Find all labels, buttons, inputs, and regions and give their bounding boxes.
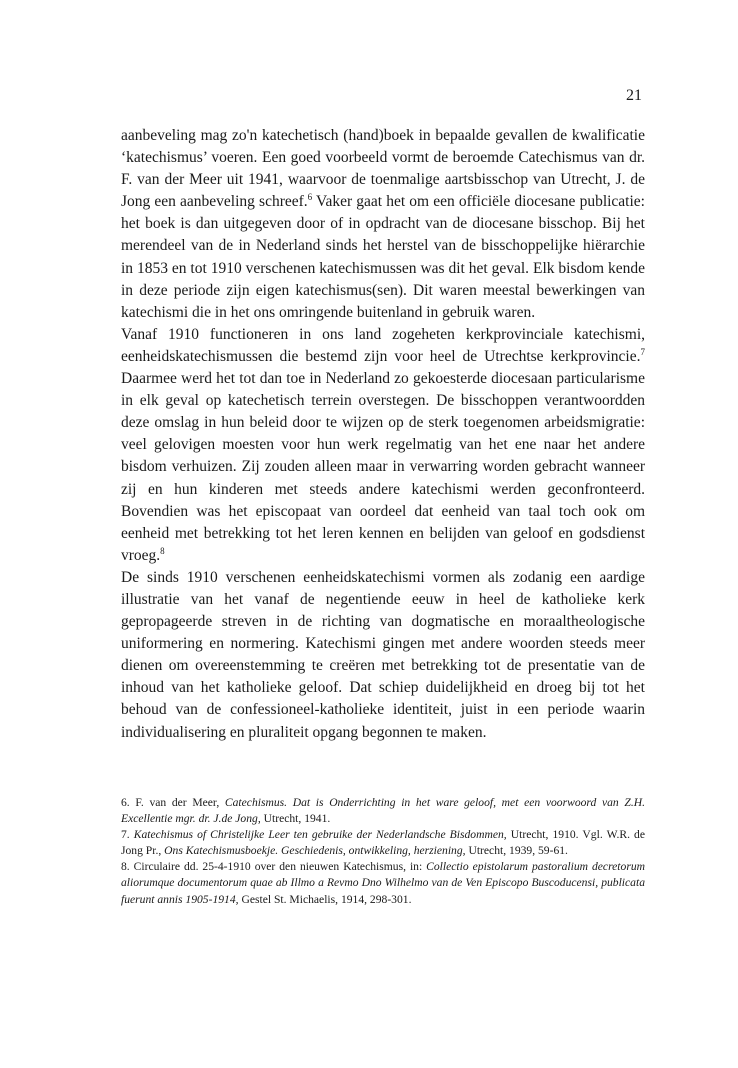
- footnote-marker: 6: [307, 192, 313, 203]
- text-run: aanbeveling mag zo'n katechetisch (hand)boek in bepaalde gevallen de kwalificatie ‘katechismus’ voeren. Een goed voorbeeld vormt de beroemde Catechismus van dr. F. van der Meer uit 1941, waarvoor de toenmalige aartsbisschop van Utrecht, J. de Jong een aanbeveling schreef.: [121, 127, 645, 211]
- text-run: Vaker gaat het om een officiële diocesane publicatie: het boek is dan uitgegeven door of in opdracht van de diocesane bisschop. Bij het merendeel van de in Nederland sinds het herstel van de bisschoppelijke hiërarchie in 1853 en tot 1910 verschenen katechismussen was dit het geval. Elk bisdom kende in deze periode zijn eigen katechismus(sen). Dit waren meestal bewerkingen van katechismi die in het ons omringende buitenland in gebruik waren.: [121, 193, 645, 321]
- text-run: 6. F. van der Meer,: [121, 796, 225, 809]
- italic-title: Catechismus. Dat is Onderrichting in het ware geloof, met een voorwoord van Z.H. Excellentie mgr. dr. J.de Jong,: [121, 796, 645, 826]
- paragraph: [121, 324, 645, 567]
- footnote-marker: 7: [640, 346, 645, 357]
- page-number: 21: [626, 87, 642, 104]
- italic-title: Ons Katechismusboekje. Geschiedenis, ontwikkeling, herziening,: [164, 844, 466, 858]
- text-run: Gestel St. Michaelis, 1914, 298-301.: [238, 892, 412, 906]
- footnote-marker: 8: [160, 545, 165, 556]
- footnote: [121, 859, 645, 907]
- body-text: [121, 125, 645, 744]
- footnotes: [121, 795, 645, 908]
- paragraph: [121, 567, 645, 744]
- text-run: 7.: [121, 828, 134, 842]
- italic-title: Katechismus of Christelijke Leer ten gebruike der Nederlandsche Bisdommen,: [133, 828, 507, 842]
- text-run: Utrecht, 1910. Vgl. W.R. de Jong Pr.,: [121, 828, 645, 858]
- text-run: De sinds 1910 verschenen eenheidskatechismi vormen als zodanig een aardige illustratie van het vanaf de negentiende eeuw in heel de katholieke kerk gepropageerde streven in de richting van dogmatische en moraaltheologische uniformering en normering. Katechismi gingen met andere woorden steeds meer dienen om overeenstemming te creëren met betrekking tot de presentatie van de inhoud van het katholieke geloof. Dat schiep duidelijkheid en droeg bij tot het behoud van de confessioneel-katholieke identiteit, juist in een periode waarin individualisering en pluraliteit opgang begonnen te maken.: [121, 568, 645, 741]
- italic-title: Collectio epistolarum pastoralium decretorum aliorumque documentorum quae ab Illmo a Revmo Dno Wilhelmo van de Ven Episcopo Buscoducensi, publicata fuerunt annis 1905-1914,: [121, 860, 645, 906]
- text-run: Daarmee werd het tot dan toe in Nederland zo gekoesterde diocesaan particularisme in elk geval op katechetisch terrein overstegen. De bisschoppen verantwoordden deze omslag in hun beleid door te wijzen op de sterk toegenomen arbeidsmigratie: veel gelovigen moesten voor hun werk regelmatig van het ene naar het andere bisdom verhuizen. Zij zouden alleen maar in verwarring worden gebracht wanneer zij en hun kinderen met steeds andere katechismi werden geconfronteerd. Bovendien was het episcopaat van oordeel dat eenheid van taal toch ook om eenheid met betrekking tot het leren kennen en belijden van geloof en godsdienst vroeg.: [121, 370, 645, 564]
- text-run: Vanaf 1910 functioneren in ons land zogeheten kerkprovinciale katechismi, eenheidskatechismussen die bestemd zijn voor heel de Utrechtse kerkprovincie.: [121, 325, 645, 365]
- text-run: Utrecht, 1941.: [260, 812, 331, 826]
- text-run: Utrecht, 1939, 59-61.: [465, 844, 568, 858]
- text-run: 8. Circulaire dd. 25-4-1910 over den nieuwen Katechismus, in:: [121, 860, 427, 874]
- footnote: [121, 795, 645, 827]
- footnote: [121, 827, 645, 859]
- paragraph: [121, 125, 645, 324]
